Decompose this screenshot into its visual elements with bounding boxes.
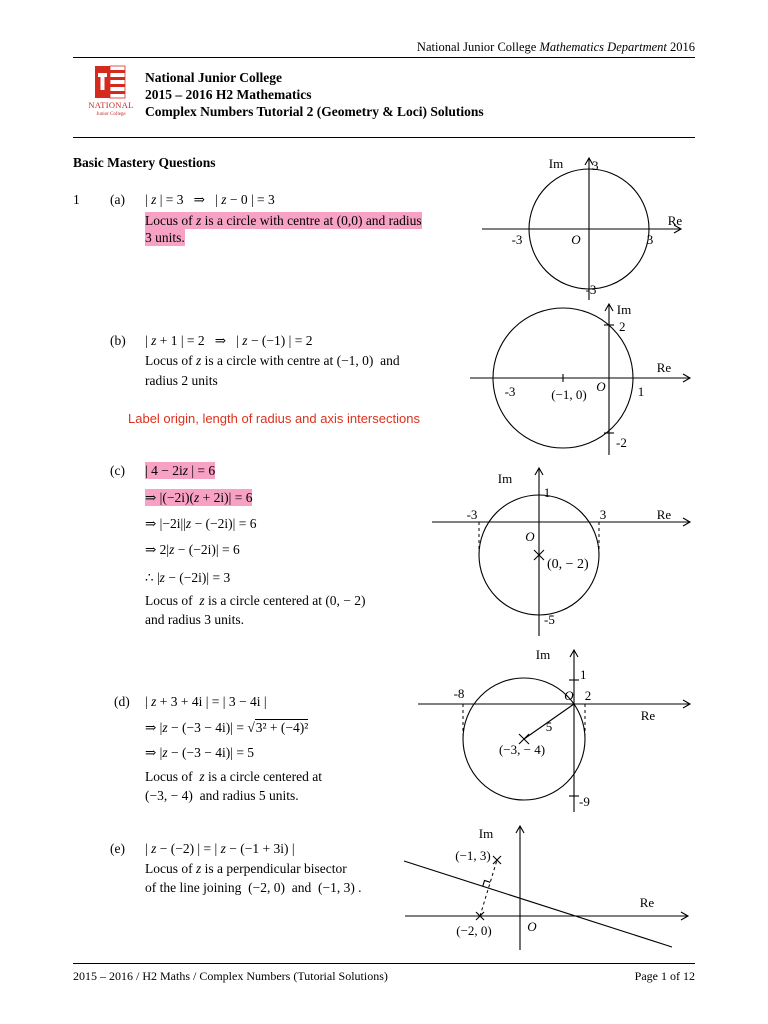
part-b-locus-line-1 xyxy=(145,352,400,369)
re-intercept-left: -3 xyxy=(511,232,523,247)
math-variable: z xyxy=(220,841,226,856)
math-variable: z xyxy=(151,841,157,856)
diagram-a xyxy=(482,156,682,300)
origin-label: O xyxy=(525,529,535,544)
part-label-a: (a) xyxy=(110,192,125,207)
joining-segment xyxy=(480,860,497,916)
running-head-school: National Junior College xyxy=(416,40,540,54)
locus-circle xyxy=(479,495,599,615)
part-d-step-1 xyxy=(145,693,267,710)
text-segment: − (−2i)| = 6 xyxy=(191,516,257,531)
im-axis-arrow xyxy=(535,468,543,475)
im-intercept-top: 1 xyxy=(543,485,551,500)
re-extent-left: -3 xyxy=(466,507,478,522)
re-intercept-right: 3 xyxy=(646,232,654,247)
logo-subword: Junior College xyxy=(96,112,126,117)
re-axis-arrow xyxy=(681,912,688,920)
math-variable: z xyxy=(151,192,157,207)
im-intercept-top: 2 xyxy=(619,319,626,334)
text-segment: + 1 | = 2 ⇒ | xyxy=(156,333,243,348)
math-variable: z xyxy=(182,463,188,478)
im-intercept-bottom: -3 xyxy=(585,282,597,297)
part-c-step-3 xyxy=(145,515,256,532)
perpendicular-bisector-line xyxy=(404,861,672,947)
footer-divider xyxy=(73,963,695,964)
diagram-e xyxy=(404,826,688,950)
centre-label: (−1, 0) xyxy=(551,387,587,402)
text-segment: − (−2i)| = 6 xyxy=(174,542,240,557)
part-a-equation xyxy=(145,191,275,208)
text-segment: is a circle with centre at (0,0) and radius xyxy=(201,213,422,228)
part-c-locus-line-1 xyxy=(145,592,366,609)
re-intercept-right: 1 xyxy=(637,384,645,399)
point-b-cross-marker xyxy=(476,912,484,920)
part-c-step-4 xyxy=(145,541,240,558)
part-d-locus-line-1 xyxy=(145,768,322,785)
part-a-locus-line-2 xyxy=(145,229,185,246)
text-segment: √ xyxy=(247,720,255,735)
college-logo xyxy=(88,64,134,120)
part-c-step-1 xyxy=(145,462,215,479)
locus-circle xyxy=(529,169,649,289)
part-d-step-3 xyxy=(145,744,254,761)
math-variable: z xyxy=(169,542,175,557)
math-variable: z xyxy=(196,353,202,368)
part-d-locus-line-2 xyxy=(145,787,299,804)
re-axis-label: Re xyxy=(656,360,672,375)
text-segment: | xyxy=(145,192,152,207)
re-axis-arrow xyxy=(674,225,681,233)
part-label-d: (d) xyxy=(114,694,130,709)
im-axis-arrow xyxy=(570,650,578,657)
origin-label: O xyxy=(571,232,581,247)
re-axis-label: Re xyxy=(667,213,683,228)
text-segment: − (−2i)| = 3 xyxy=(164,570,231,585)
footer-page-number: Page 1 of 12 xyxy=(634,969,695,983)
text-segment: ⇒ |−2i|| xyxy=(145,516,186,531)
math-variable: z xyxy=(185,516,192,531)
part-d-step-2 xyxy=(145,719,308,736)
im-axis-label: Im xyxy=(548,156,564,171)
diagram-b xyxy=(470,302,690,455)
logo-stripe xyxy=(110,77,125,80)
footer-course: 2015 – 2016 / H2 Maths / Complex Numbers (Tutorial Solutions) xyxy=(73,969,388,983)
re-extent-left: -8 xyxy=(453,686,465,701)
title-tutorial: Complex Numbers Tutorial 2 (Geometry & Loci) Solutions xyxy=(145,104,484,119)
re-axis-label: Re xyxy=(639,895,655,910)
part-e-locus-line-2 xyxy=(145,879,362,896)
im-axis-arrow xyxy=(605,304,613,311)
logo-wordmark: NATIONAL xyxy=(88,100,134,110)
point-a-label: (−1, 3) xyxy=(455,848,491,863)
im-intercept-bottom: -9 xyxy=(579,794,590,809)
text-segment: + 2i)| = 6 xyxy=(199,490,253,505)
part-label-c: (c) xyxy=(110,463,125,478)
text-segment: | xyxy=(145,841,152,856)
point-a-cross-marker xyxy=(493,856,501,864)
centre-cross-marker xyxy=(519,734,529,744)
text-segment: (−3, − 4) and radius 5 units. xyxy=(145,788,299,803)
text-segment: Locus of xyxy=(145,769,200,784)
im-axis-label: Im xyxy=(535,647,551,662)
right-angle-marker xyxy=(483,881,490,887)
text-segment: of the line joining (−2, 0) and (−1, 3) . xyxy=(145,880,362,895)
text-segment: | xyxy=(145,694,152,709)
math-variable: z xyxy=(151,694,157,709)
diagram-d xyxy=(418,647,690,812)
im-intercept-bottom: -5 xyxy=(544,612,555,627)
centre-cross-marker xyxy=(534,550,544,560)
text-segment: radius 2 units xyxy=(145,373,218,388)
im-intercept-top: 1 xyxy=(580,667,587,682)
text-segment: ⇒ | xyxy=(145,720,163,735)
locus-circle xyxy=(463,678,585,800)
math-variable: z xyxy=(242,333,248,348)
header-divider xyxy=(73,57,695,58)
im-axis-arrow xyxy=(585,158,593,165)
running-head xyxy=(417,39,695,56)
text-segment: ⇒ | xyxy=(145,745,163,760)
re-axis-label: Re xyxy=(656,507,672,522)
marker-note: Label origin, length of radius and axis intersections xyxy=(128,411,420,426)
math-variable: z xyxy=(159,570,165,585)
re-extent-right: 3 xyxy=(599,507,607,522)
part-e-locus-line-1 xyxy=(145,860,347,877)
text-segment: − (−2) | = | xyxy=(156,841,221,856)
text-segment: Locus of xyxy=(145,353,196,368)
text-segment: 3 units. xyxy=(145,230,185,245)
math-variable: z xyxy=(199,769,205,784)
re-axis-arrow xyxy=(683,374,690,382)
locus-circle xyxy=(493,308,633,448)
im-axis-label: Im xyxy=(616,302,632,317)
im-axis-label: Im xyxy=(497,471,513,486)
text-segment: Locus of xyxy=(145,593,200,608)
im-intercept-bottom: -2 xyxy=(616,435,627,450)
math-variable: z xyxy=(199,593,205,608)
math-variable: z xyxy=(162,720,168,735)
origin-label: O xyxy=(527,919,537,934)
text-segment: ⇒ 2| xyxy=(145,542,170,557)
text-segment: is a circle with centre at (−1, 0) and xyxy=(201,353,400,368)
text-segment: is a circle centered at xyxy=(204,769,322,784)
question-number: 1 xyxy=(73,192,80,207)
part-c-step-5 xyxy=(145,569,230,586)
title-divider xyxy=(73,137,695,138)
text-segment: Locus of xyxy=(145,213,196,228)
text-segment: is a perpendicular bisector xyxy=(201,861,347,876)
text-segment: Locus of xyxy=(145,861,196,876)
math-variable: z xyxy=(221,192,227,207)
radius-line xyxy=(524,704,574,739)
origin-label: O xyxy=(596,379,606,394)
point-b-label: (−2, 0) xyxy=(456,923,492,938)
title-school: National Junior College xyxy=(145,70,283,85)
section-title: Basic Mastery Questions xyxy=(73,155,216,170)
im-axis-arrow xyxy=(516,826,524,833)
logo-stripe xyxy=(110,91,125,94)
re-axis-arrow xyxy=(683,700,690,708)
text-segment: | xyxy=(145,333,152,348)
centre-label: (−3, − 4) xyxy=(498,742,546,757)
diagram-c xyxy=(432,468,690,636)
part-c-step-2 xyxy=(145,489,252,506)
re-axis-arrow xyxy=(683,518,690,526)
math-variable: z xyxy=(194,490,200,505)
text-segment: − (−1 + 3i) | xyxy=(225,841,295,856)
re-intercept-left: -3 xyxy=(504,384,516,399)
text-segment: | = 3 ⇒ | xyxy=(156,192,222,207)
math-variable: z xyxy=(151,333,157,348)
text-segment: − (−1) | = 2 xyxy=(247,333,313,348)
part-label-e: (e) xyxy=(110,841,125,856)
text-segment: ∴ | xyxy=(145,570,160,585)
text-segment: − 0 | = 3 xyxy=(226,192,275,207)
origin-label: O xyxy=(564,688,574,703)
part-a-locus-line-1 xyxy=(145,212,422,229)
part-b-locus-line-2 xyxy=(145,372,218,389)
running-head-year: 2016 xyxy=(666,40,695,54)
im-intercept-top: 3 xyxy=(592,158,599,173)
math-variable: z xyxy=(196,861,202,876)
text-segment: is a circle centered at (0, − 2) xyxy=(204,593,366,608)
radius-label: 5 xyxy=(545,719,553,734)
title-course: 2015 – 2016 H2 Mathematics xyxy=(145,87,312,102)
text-segment: 3² + (−4)² xyxy=(255,720,309,735)
centre-label: (0, − 2) xyxy=(547,557,589,572)
text-segment: + 3 + 4i | = | 3 − 4i | xyxy=(156,694,267,709)
running-head-department: Mathematics Department xyxy=(539,40,667,54)
text-segment: ⇒ |(−2i)( xyxy=(145,490,194,505)
text-segment: and radius 3 units. xyxy=(145,612,244,627)
text-segment: | 4 − 2i xyxy=(145,463,183,478)
part-b-equation xyxy=(145,332,312,349)
logo-stripe xyxy=(110,70,125,73)
text-segment: − (−3 − 4i)| = 5 xyxy=(167,745,255,760)
re-extent-right: 2 xyxy=(584,688,592,703)
text-segment: | = 6 xyxy=(187,463,216,478)
part-e-equation xyxy=(145,840,295,857)
math-variable: z xyxy=(162,745,168,760)
math-variable: z xyxy=(196,213,202,228)
re-axis-label: Re xyxy=(640,708,656,723)
im-axis-label: Im xyxy=(478,826,494,841)
part-label-b: (b) xyxy=(110,333,126,348)
part-c-locus-line-2 xyxy=(145,611,244,628)
logo-stripe xyxy=(110,84,125,87)
text-segment: − (−3 − 4i)| = xyxy=(167,720,248,735)
